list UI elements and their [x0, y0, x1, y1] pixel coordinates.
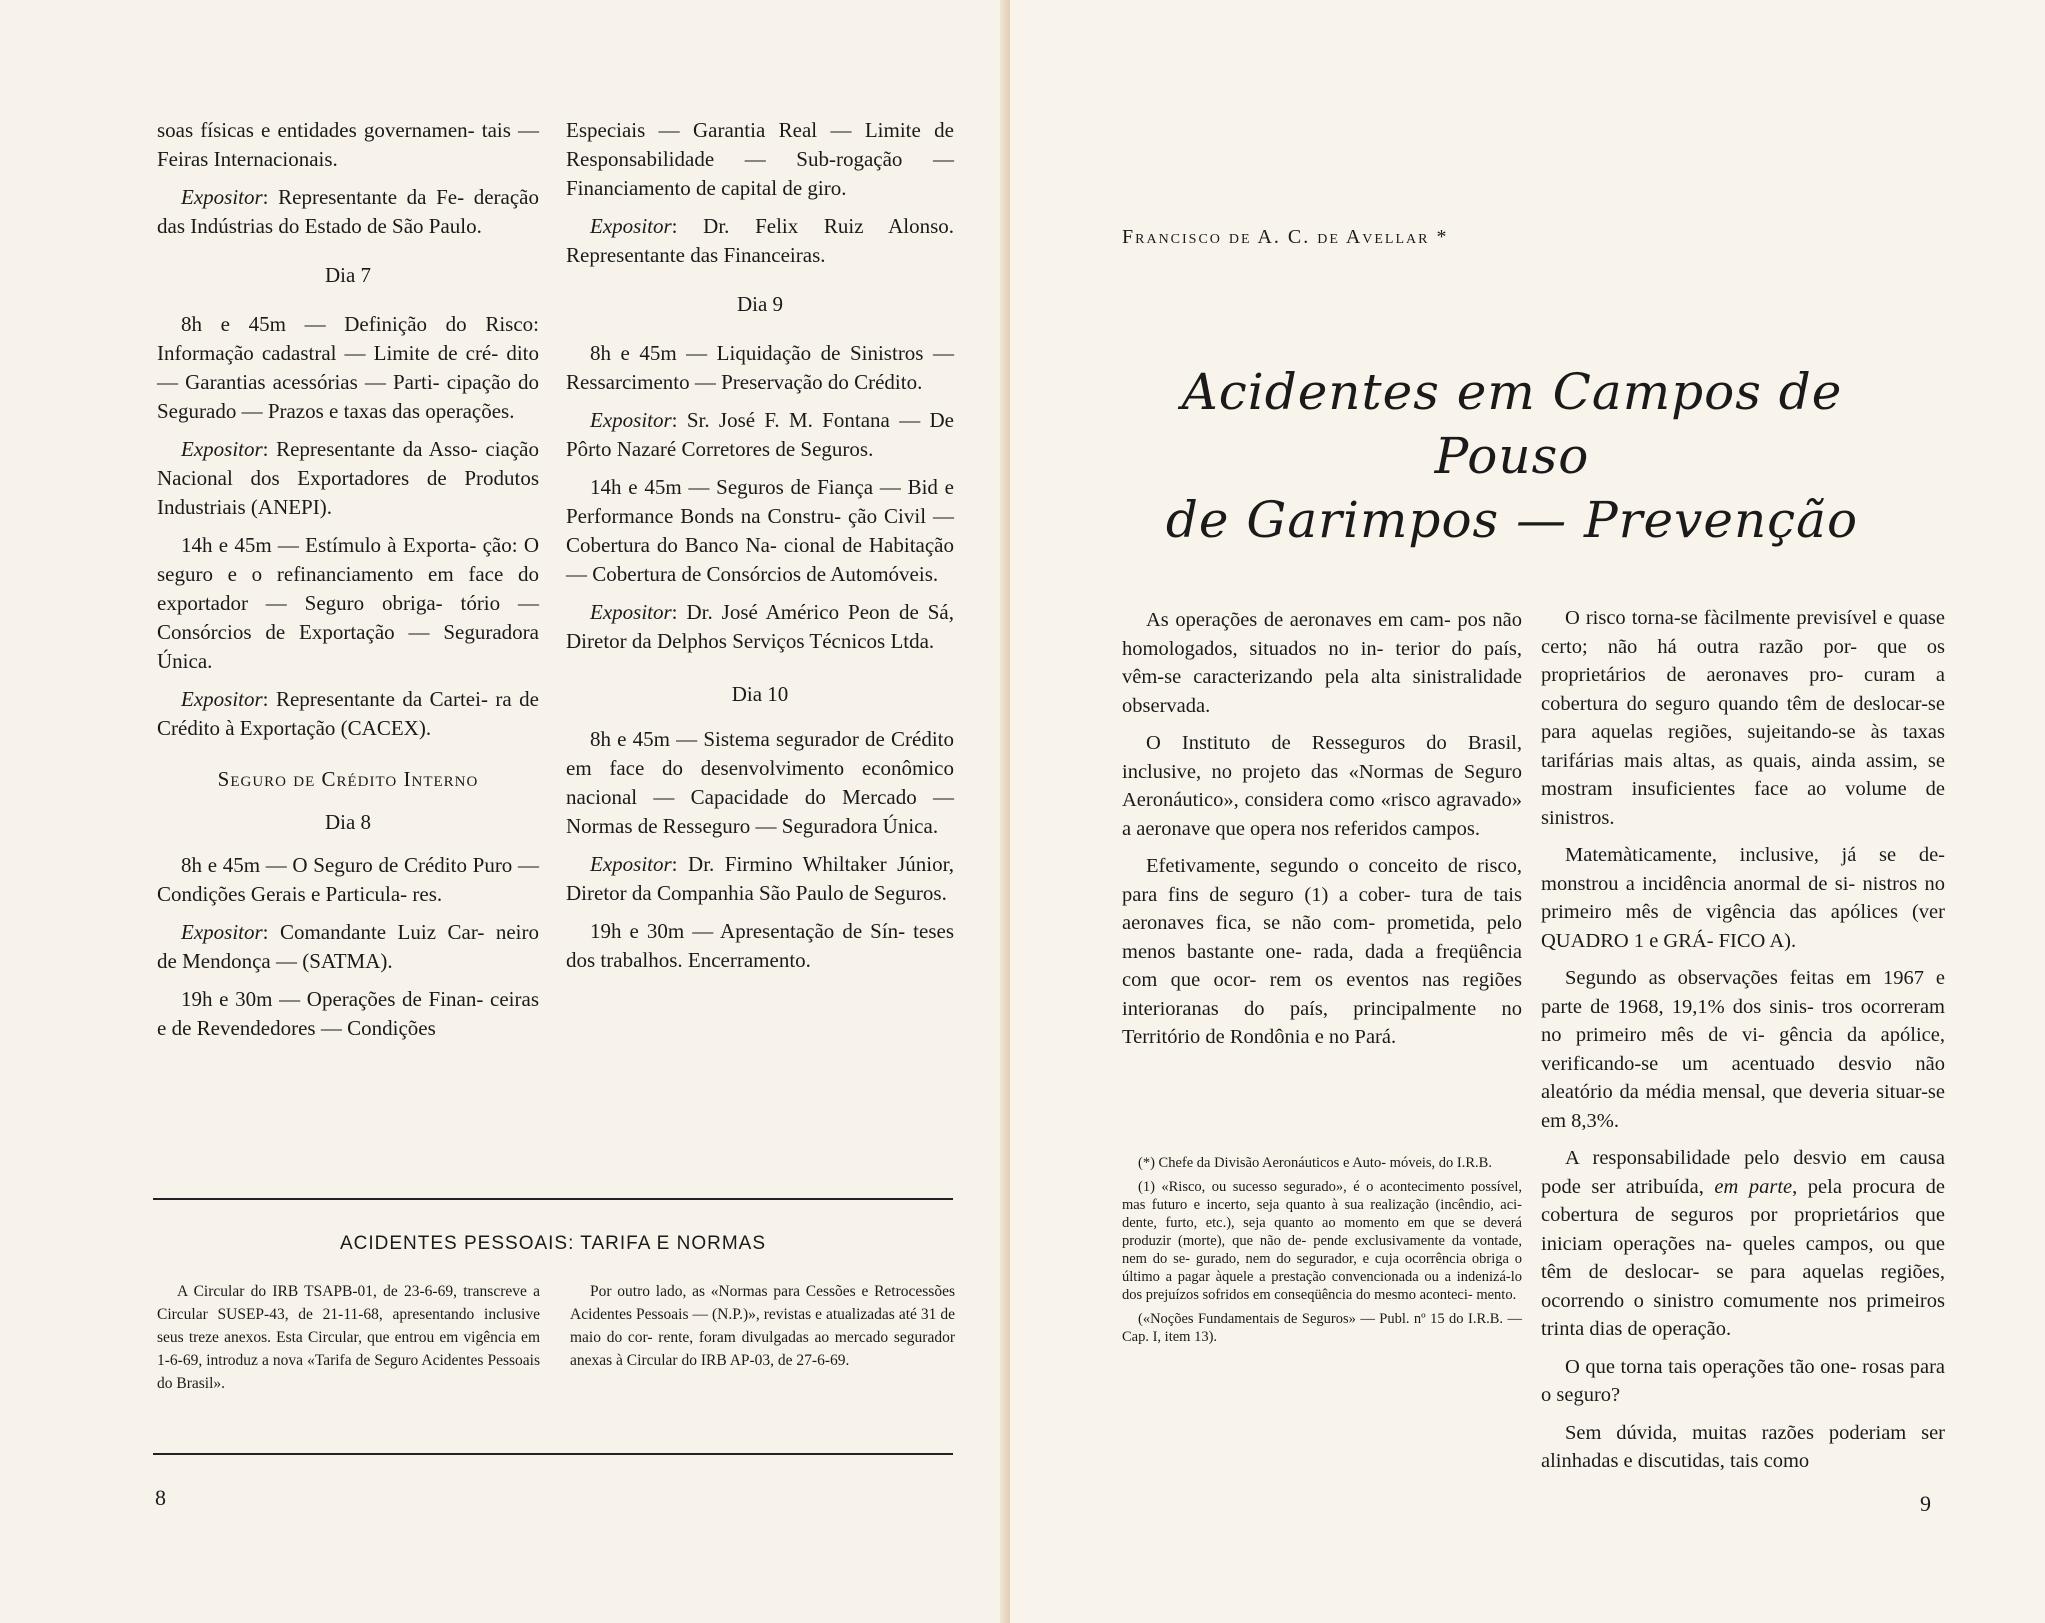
box-column-2: [570, 1280, 955, 1372]
paragraph: [566, 406, 954, 464]
box-heading: ACIDENTES PESSOAIS: TARIFA E NORMAS: [339, 1233, 766, 1254]
paragraph: [566, 212, 954, 270]
expositor-label: Expositor: [181, 687, 263, 711]
paragraph: 8h e 45m — Definição do Risco: Informação cadastral — Limite de cré- dito — Garantias acessórias — Parti- cipação do Segurado — Prazos e taxas das operações.: [157, 312, 539, 423]
article-title: [1122, 360, 1902, 552]
footnote: (1) «Risco, ou sucesso segurado», é o acontecimento possível, mas futuro e incerto, seja quanto à sua realização (incêndio, aci- dente, furto, etc.), seja quanto ao momento em que se deverá produzir (morte), que não de- pende exclusivamente da vontade, nem do se- gurado, nem do segurador, e cuja ocorrência obriga o último a pagar àquele a prestação convencionada ou a indenizá-lo dos prejuízos sofridos em conseqüência do mesmo aconteci- mento.: [1122, 1179, 1522, 1303]
paragraph-text: : Dr. Firmino Whiltaker Júnior, Diretor da Companhia São Paulo de Seguros.: [566, 852, 954, 905]
paragraph: Efetivamente, segundo o conceito de risco, para fins de seguro (1) a cober- tura de tais aeronaves fica, se não com- prometida, pelo menos bastante one- rada, dada a freqüência com que ocor- rem os eventos nas regiões interioranas do país, principalmente no Território de Rondônia e no Pará.: [1122, 855, 1522, 1048]
author-line: Francisco de A. C. de Avellar *: [1122, 226, 1449, 248]
paragraph-text: : Dr. Felix Ruiz Alonso. Representante das Financeiras.: [566, 214, 954, 267]
paragraph-text: : Comandante Luiz Car- neiro de Mendonça — (SATMA).: [157, 920, 539, 973]
expositor-label: Expositor: [181, 437, 263, 461]
paragraph: Segundo as observações feitas em 1967 e parte de 1968, 19,1% dos sinis- tros ocorreram no primeiro mês de vi- gência da apólice, verificando-se um acentuado desvio não aleatório da média mensal, que deveria situar-se em 8,3%.: [1541, 967, 1945, 1132]
paragraph-text: : Representante da Fe- deração das Indústrias do Estado de São Paulo.: [157, 185, 539, 238]
paragraph-text: : Representante da Cartei- ra de Crédito à Exportação (CACEX).: [157, 687, 539, 740]
left-page: [0, 0, 1010, 1623]
paragraph: 19h e 30m — Apresentação de Sín- teses dos trabalhos. Encerramento.: [566, 919, 954, 972]
paragraph: A Circular do IRB TSAPB-01, de 23-6-69, transcreve a Circular SUSEP-43, de 21-11-68, apresentando inclusive seus treze anexos. Esta Circular, que entrou em vigência em 1-6-69, introduz a nova «Tarifa de Seguro Acidentes Pessoais do Brasil».: [157, 1283, 540, 1392]
left-column-1: [157, 116, 539, 1052]
paragraph-text: : Dr. José Américo Peon de Sá, Diretor da Delphos Serviços Técnicos Ltda.: [566, 600, 954, 653]
paragraph: [566, 850, 954, 908]
paragraph: 14h e 45m — Seguros de Fiança — Bid e Performance Bonds na Constru- ção Civil — Cobertura do Banco Na- cional de Habitação — Cobertura de Consórcios de Automóveis.: [566, 475, 954, 586]
footnotes: [1122, 1154, 1522, 1352]
paragraph: [566, 598, 954, 656]
right-page: [1010, 0, 2045, 1623]
paragraph: [157, 435, 539, 522]
paragraph: Por outro lado, as «Normas para Cessões e Retrocessões Acidentes Pessoais — (N.P.)», revistas e atualizadas até 31 de maio do cor- rente, foram divulgadas ao mercado segurador anexas à Circular do IRB AP-03, de 27-6-69.: [570, 1283, 955, 1369]
right-column-2: [1541, 604, 1945, 1485]
emphasis: em parte: [1714, 1175, 1793, 1198]
paragraph-text: : Representante da Asso- ciação Nacional dos Exportadores de Produtos Industriais (ANEPI).: [157, 437, 539, 519]
page-number: 8: [155, 1485, 166, 1510]
day-heading: Dia 7: [324, 263, 372, 287]
expositor-label: Expositor: [590, 852, 672, 876]
paragraph-text: A responsabilidade pelo desvio em causa pode ser atribuída,: [1541, 1147, 1945, 1198]
title-line: de Garimpos — Prevenção: [1165, 491, 1859, 549]
paragraph: Especiais — Garantia Real — Limite de Responsabilidade — Sub-rogação — Financiamento de capital de giro.: [566, 118, 954, 200]
footnote: (*) Chefe da Divisão Aeronáuticos e Auto- móveis, do I.R.B.: [1138, 1155, 1492, 1171]
paragraph: Sem dúvida, muitas razões poderiam ser alinhadas e discutidas, tais como: [1541, 1421, 1945, 1472]
paragraph: [1541, 1144, 1945, 1344]
expositor-label: Expositor: [590, 214, 672, 238]
paragraph: As operações de aeronaves em cam- pos não homologados, situados no in- terior do país, vêm-se caracterizando pela alta sinistralidade observada.: [1122, 609, 1522, 717]
paragraph: O risco torna-se fàcilmente previsível e quase certo; não há outra razão por- que os proprietários de aeronaves pro- curam a cobertura do seguro quando têm de deslocar-se para aquelas regiões, sujeitando-se às taxas tarifárias mais altas, as quais, ainda assim, se mostram insuficientes face ao volume de sinistros.: [1541, 607, 1945, 829]
day-heading: Dia 9: [736, 292, 784, 316]
paragraph: soas físicas e entidades governamen- tais — Feiras Internacionais.: [157, 118, 539, 171]
box-column-1: [157, 1280, 540, 1395]
section-heading: Seguro de Crédito Interno: [217, 767, 479, 791]
paragraph: [157, 685, 539, 743]
expositor-label: Expositor: [181, 920, 263, 944]
box-bottom-rule: [153, 1453, 953, 1455]
paragraph: 8h e 45m — Sistema segurador de Crédito em face do desenvolvimento econômico nacional — Capacidade do Mercado — Normas de Resseguro — Seguradora Única.: [566, 727, 954, 838]
paragraph: 8h e 45m — Liquidação de Sinistros — Ressarcimento — Preservação do Crédito.: [566, 341, 954, 394]
paragraph: O que torna tais operações tão one- rosas para o seguro?: [1541, 1355, 1945, 1406]
paragraph-text: , pela procura de cobertura de seguros por proprietários que iniciam operações na- queles campos, ou que têm de deslocar- se para aquelas regiões, ocorrendo o sinistro comumente nos primeiros trinta dias de operação.: [1541, 1175, 1945, 1340]
paragraph: Matemàticamente, inclusive, já se de- monstrou a incidência anormal de si- nistros no primeiro mês de vigência das apólices (ver QUADRO 1 e GRÁ- FICO A).: [1541, 844, 1945, 952]
left-column-2: [566, 116, 954, 984]
day-heading: Dia 8: [324, 810, 372, 834]
expositor-label: Expositor: [590, 408, 672, 432]
paragraph: [157, 918, 539, 976]
paragraph: O Instituto de Resseguros do Brasil, inclusive, no projeto das «Normas de Seguro Aeronáutico», considera como «risco agravado» a aeronave que opera nos referidos campos.: [1122, 732, 1522, 840]
paragraph: [157, 183, 539, 241]
paragraph: 14h e 45m — Estímulo à Exporta- ção: O seguro e o refinanciamento em face do exportador — Seguro obriga- tório — Consórcios de Exportação — Seguradora Única.: [157, 533, 539, 673]
page-number: 9: [1920, 1491, 1931, 1516]
title-line: Acidentes em Campos de Pouso: [1181, 363, 1843, 485]
right-column-1: [1122, 606, 1522, 1061]
box-top-rule: [153, 1198, 953, 1200]
paragraph: 8h e 45m — O Seguro de Crédito Puro — Condições Gerais e Particula- res.: [157, 853, 539, 906]
expositor-label: Expositor: [590, 600, 672, 624]
paragraph: 19h e 30m — Operações de Finan- ceiras e de Revendedores — Condições: [157, 987, 539, 1040]
expositor-label: Expositor: [181, 185, 263, 209]
day-heading: Dia 10: [731, 682, 789, 706]
paragraph-text: : Sr. José F. M. Fontana — De Pôrto Nazaré Corretores de Seguros.: [566, 408, 954, 461]
footnote: («Noções Fundamentais de Seguros» — Publ. nº 15 do I.R.B. — Cap. I, item 13).: [1122, 1311, 1522, 1345]
